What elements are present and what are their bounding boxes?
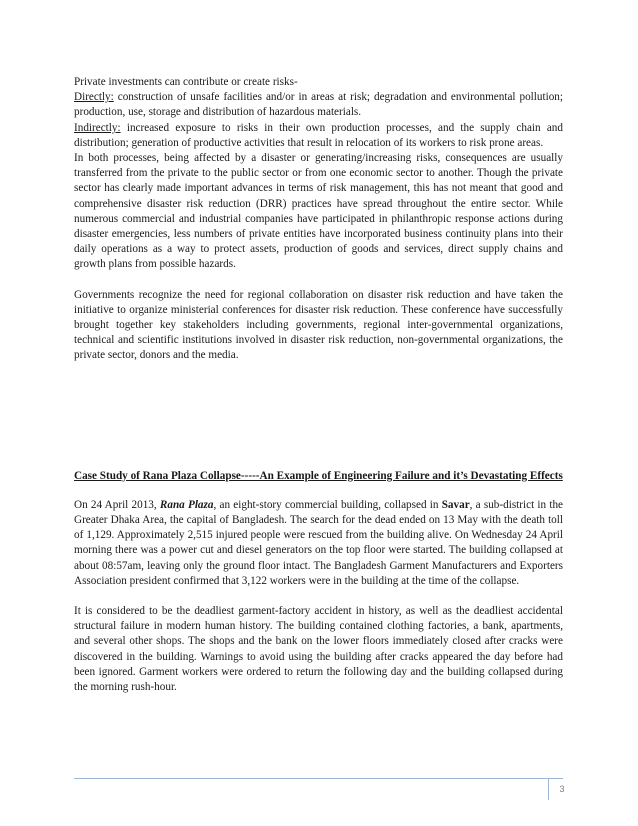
rana-plaza-name: Rana Plaza (159, 498, 214, 511)
case-study-paragraph-2: It is considered to be the deadliest garment-factory accident in history, as well as the deadliest accidental structural failure in modern human history. The building contained clothing factories, a bank, apartments, and several other shops. The shops and the bank on the lower floors immediately closed after cracks were discovered in the building. Warnings to avoid using the building after cracks appeared the day before had been ignored. Garment workers were ordered to return the following day and the building collapsed during the morning rush-hour. (74, 605, 563, 694)
both-processes-text: In both processes, being affected by a disaster or generating/increasing risks, consequences are usually transferred from the private to the public sector or from one economic sector to another. Though the private sector has clearly made important advances in terms of risk management, this has not meant that good and comprehensive disaster risk reduction (DRR) practices have spread throughout the entire sector. While numerous commercial and industrial companies have participated in philanthropic response actions during disaster emergencies, less numbers of private entities have incorporated business continuity plans into their daily operations as a way to protect assets, production of goods and services, direct supply chains and growth plans from possible hazards. (74, 152, 563, 271)
page-number: 3 (559, 784, 565, 794)
case-study-paragraph-1 (74, 498, 563, 589)
p1-part-a: On 24 April 2013, (74, 498, 160, 511)
risks-intro: Private investments can contribute or create risks- (74, 76, 298, 88)
risks-paragraph (74, 75, 563, 273)
document-body (74, 75, 563, 695)
directly-label: Directly: (74, 91, 114, 104)
savar-name: Savar (441, 498, 470, 511)
governments-paragraph: Governments recognize the need for regional collaboration on disaster risk reduction and have taken the initiative to organize ministerial conferences for disaster risk reduction. These conference have successfully brought together key stakeholders including governments, regional inter-governmental organizations, technical and scientific institutions involved in disaster risk reduction, non-governmental organizations, the private sector, donors and the media. (74, 288, 563, 362)
directly-text: construction of unsafe facilities and/or in areas at risk; degradation and environmental pollution; production, use, storage and distribution of hazardous materials. (74, 91, 563, 119)
case-study-heading: Case Study of Rana Plaza Collapse-----An Example of Engineering Failure and it’s Devastating Effects (74, 469, 563, 482)
footer-rule (74, 778, 563, 779)
indirectly-label: Indirectly: (74, 121, 121, 134)
p1-part-b: , an eight-story commercial building, collapsed in (213, 498, 442, 511)
indirectly-text: increased exposure to risks in their own production processes, and the supply chain and distribution; generation of productive activities that result in relocation of its workers to risk prone areas. (74, 121, 563, 149)
p1-part-c: , a sub-district in the Greater Dhaka Area, the capital of Bangladesh. The search for the dead ended on 13 May with the death toll of 1,129. Approximately 2,515 injured people were rescued from the building alive. On Wednesday 24 April morning there was a power cut and diesel generators on the top floor were started. The building collapsed at about 08:57am, leaving only the ground floor intact. The Bangladesh Garment Manufacturers and Exporters Association president confirmed that 3,122 workers were in the building at the time of the collapse. (74, 498, 563, 587)
